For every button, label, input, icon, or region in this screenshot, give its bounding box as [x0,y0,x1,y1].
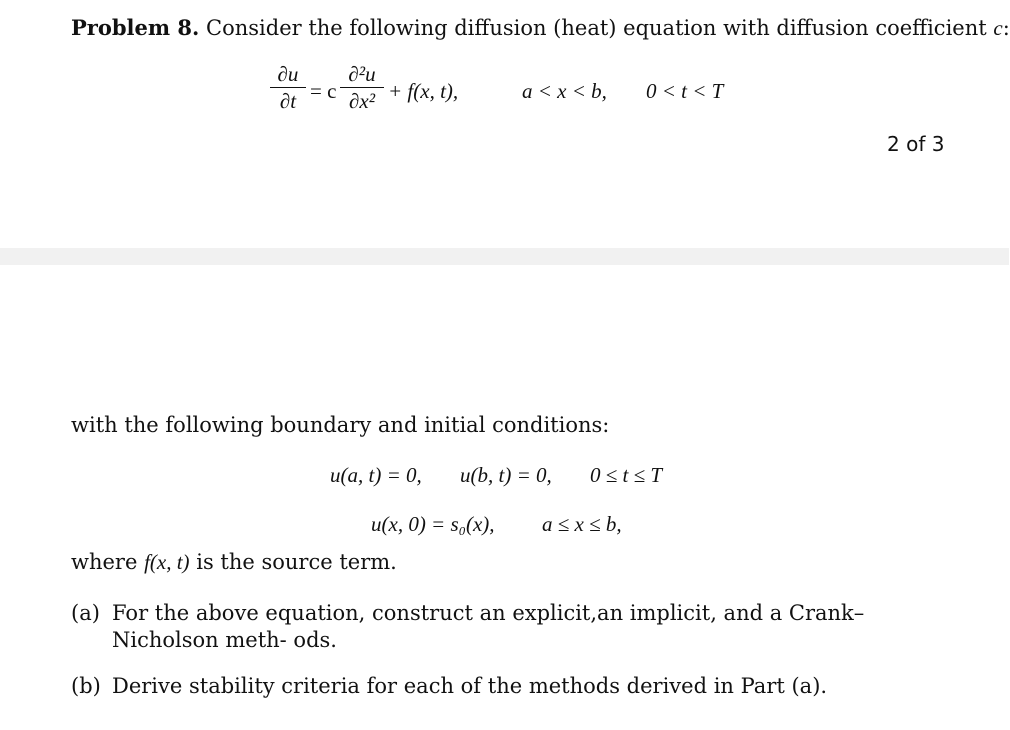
lhs-fraction [270,62,306,113]
rhs-numerator: ∂²u [348,62,376,86]
lhs-numerator: ∂u [277,62,299,86]
page-number: 2 of 3 [887,132,945,156]
boundary-a: u(a, t) = 0, [330,463,422,487]
lhs-denominator: ∂t [279,89,297,113]
diffusion-equation [270,62,750,122]
x-range: a < x < b, [522,79,607,103]
rhs-denominator: ∂x² [349,89,375,113]
part-b-label: (b) [71,674,101,698]
boundary-b: u(b, t) = 0, [460,463,552,487]
initial-x-range: a ≤ x ≤ b, [542,512,622,536]
where-suffix: is the source term. [189,550,397,574]
problem-heading: Problem 8. [71,15,200,40]
rhs-fraction-bar [340,87,384,88]
diffusion-coefficient-symbol: c [993,16,1003,40]
part-b-text: Derive stability criteria for each of the methods derived in Part (a). [112,674,828,698]
equals-c: = c [310,79,337,103]
conditions-intro: with the following boundary and initial conditions: [71,413,610,437]
where-prefix: where [71,550,145,574]
problem-intro [71,15,1010,41]
lhs-fraction-bar [270,87,306,88]
intro-colon: : [1002,16,1010,40]
rhs-fraction [340,62,384,113]
source-term: + f(x, t), [388,79,459,103]
initial-condition: u(x, 0) = s₀(x), [371,512,495,536]
t-range: 0 < t < T [646,79,724,103]
source-term-note [71,549,397,575]
part-a-text: For the above equation, construct an explicit,an implicit, and a Crank–Nicholson meth- ods. [112,601,865,652]
problem-intro-text: Consider the following diffusion (heat) equation with diffusion coefficient [206,16,994,40]
source-function: f(x, t) [144,550,190,574]
part-a-label: (a) [71,601,100,625]
page-3-top-region [0,265,1009,730]
boundary-t-range: 0 ≤ t ≤ T [590,463,663,487]
page-separator [0,248,1009,265]
